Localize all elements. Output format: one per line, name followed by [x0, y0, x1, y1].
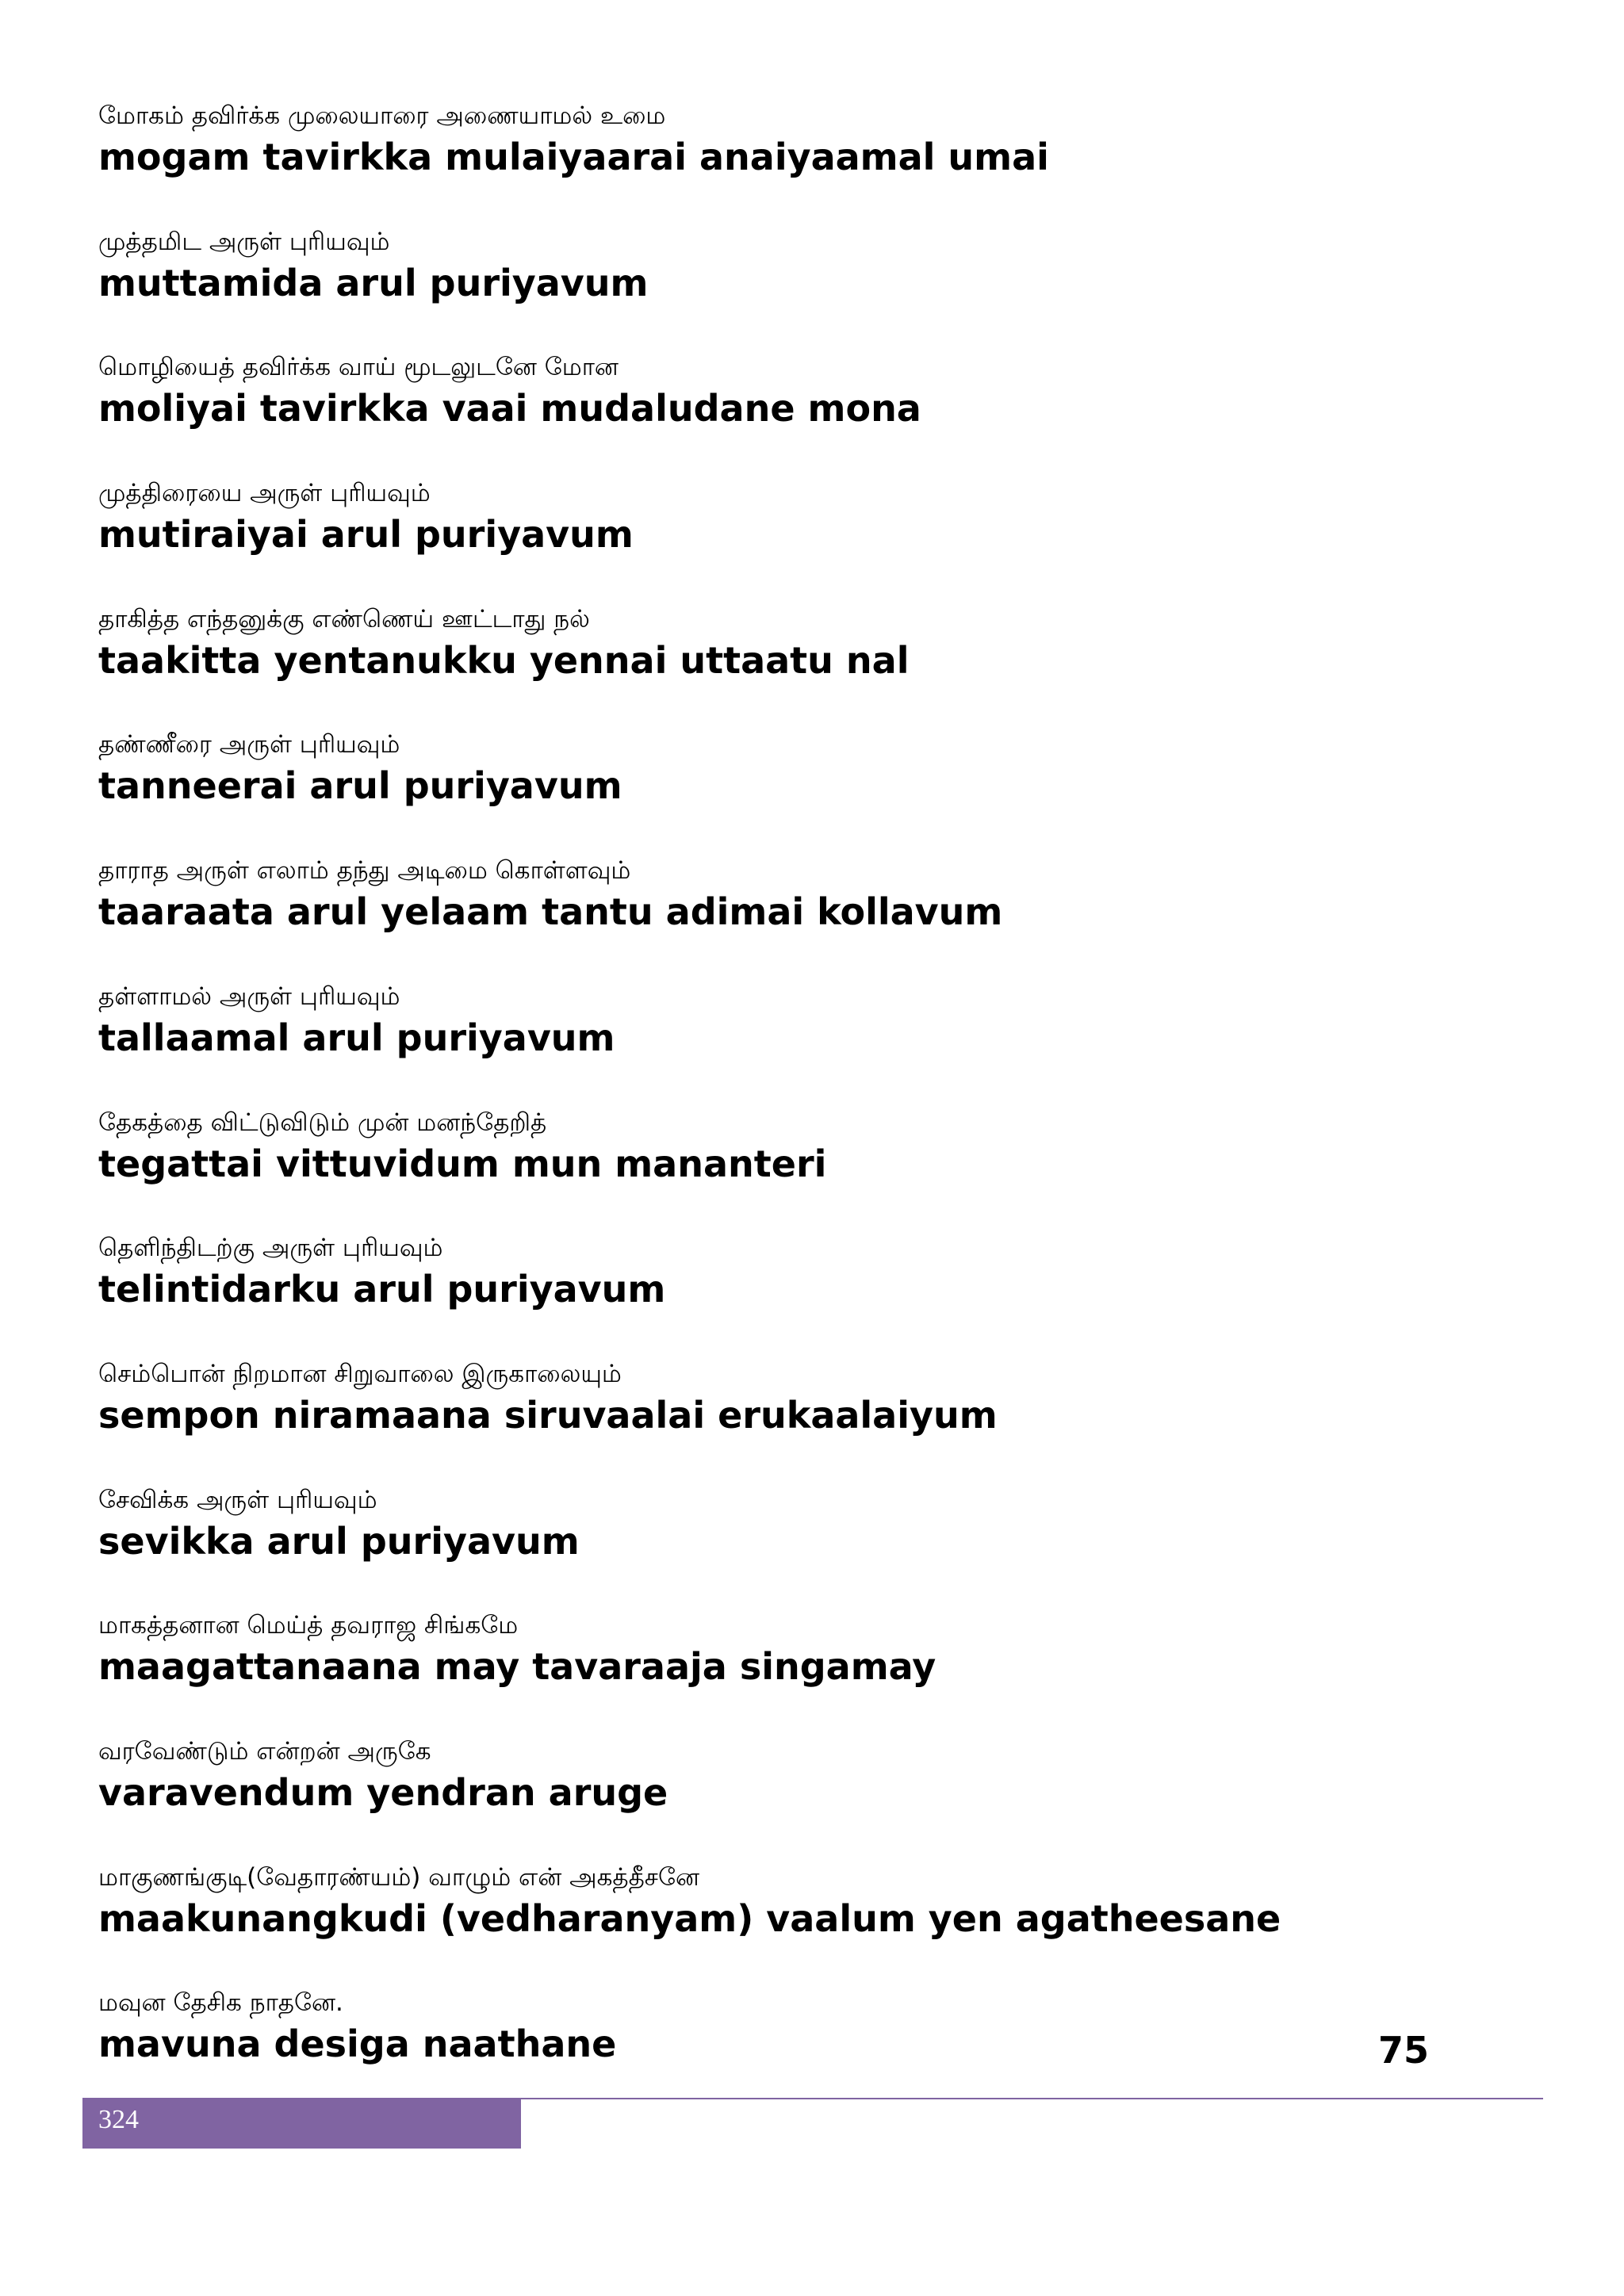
verse-line-10	[98, 1230, 1446, 1357]
transliteration-text: tegattai vittuvidum mun mananteri	[98, 1142, 827, 1185]
verse-line-9	[98, 1105, 1446, 1231]
verse-line-14	[98, 1734, 1446, 1860]
tamil-text: மாகத்தனான மெய்த் தவராஜ சிங்கமே	[98, 1611, 519, 1640]
tamil-text: செம்பொன் நிறமான சிறுவாலை இருகாலையும்	[98, 1359, 622, 1388]
transliteration-text: maagattanaana may tavaraaja singamay	[98, 1645, 936, 1689]
tamil-text: வரவேண்டும் என்றன் அருகே	[98, 1736, 431, 1766]
transliteration-text: mogam tavirkka mulaiyaarai anaiyaamal umai	[98, 136, 1049, 178]
tamil-text: முத்தமிட அருள் புரியவும்	[98, 227, 390, 256]
verse-line-15	[98, 1860, 1446, 1986]
verse-line-3	[98, 350, 1446, 476]
transliteration-text: muttamida arul puriyavum	[98, 261, 649, 304]
transliteration-text: tanneerai arul puriyavum	[98, 764, 622, 808]
transliteration-text: maakunangkudi (vedharanyam) vaalum yen agatheesane	[98, 1896, 1281, 1940]
verse-line-16	[98, 1985, 1446, 2111]
transliteration-text: taaraata arul yelaam tantu adimai kollavum	[98, 890, 1003, 934]
transliteration-text: telintidarku arul puriyavum	[98, 1268, 666, 1311]
tamil-text: தேகத்தை விட்டுவிடும் முன் மனந்தேறித்	[98, 1108, 547, 1137]
verse-line-2	[98, 224, 1446, 350]
verse-line-7	[98, 853, 1446, 979]
transliteration-text: sempon niramaana siruvaalai erukaalaiyum	[98, 1393, 998, 1437]
transliteration-text: mavuna desiga naathane	[98, 2022, 617, 2066]
tamil-text: மவுன தேசிக நாதனே.	[98, 1988, 343, 2018]
transliteration-text: taakitta yentanukku yennai uttaatu nal	[98, 638, 910, 682]
tamil-text: தண்ணீரை அருள் புரியவும்	[98, 730, 400, 760]
transliteration-text: varavendum yendran aruge	[98, 1770, 668, 1814]
tamil-text: முத்திரையை அருள் புரியவும்	[98, 479, 431, 508]
verse-line-11	[98, 1357, 1446, 1483]
page-number: 324	[98, 2105, 139, 2134]
tamil-text: தெளிந்திடற்கு அருள் புரியவும்	[98, 1234, 443, 1263]
tamil-text: சேவிக்க அருள் புரியவும்	[98, 1485, 377, 1514]
verse-line-1	[98, 98, 1446, 224]
tamil-text: மோகம் தவிர்க்க முலையாரை அணையாமல் உமை	[98, 101, 666, 130]
tamil-text: மாகுணங்குடி(வேதாரண்யம்) வாழும் என் அகத்தீசனே	[98, 1862, 700, 1892]
tamil-text: மொழியைத் தவிர்க்க வாய் மூடலுடனே மோன	[98, 353, 619, 382]
verse-block	[98, 98, 1446, 2111]
tamil-text: தாகித்த எந்தனுக்கு எண்ணெய் ஊட்டாது நல்	[98, 604, 590, 633]
transliteration-text: mutiraiyai arul puriyavum	[98, 513, 634, 557]
verse-line-4	[98, 476, 1446, 602]
verse-number: 75	[1378, 2029, 1430, 2072]
verse-line-12	[98, 1483, 1446, 1609]
verse-line-8	[98, 979, 1446, 1105]
transliteration-text: sevikka arul puriyavum	[98, 1519, 580, 1563]
transliteration-text: moliyai tavirkka vaai mudaludane mona	[98, 387, 921, 430]
tamil-text: தாராத அருள் எலாம் தந்து அடிமை கொள்ளவும்	[98, 856, 631, 886]
tamil-text: தள்ளாமல் அருள் புரியவும்	[98, 982, 400, 1011]
verse-line-5	[98, 602, 1446, 728]
transliteration-text: tallaamal arul puriyavum	[98, 1016, 615, 1059]
verse-line-13	[98, 1608, 1446, 1734]
verse-line-6	[98, 727, 1446, 853]
page-number-tab	[82, 2099, 521, 2149]
